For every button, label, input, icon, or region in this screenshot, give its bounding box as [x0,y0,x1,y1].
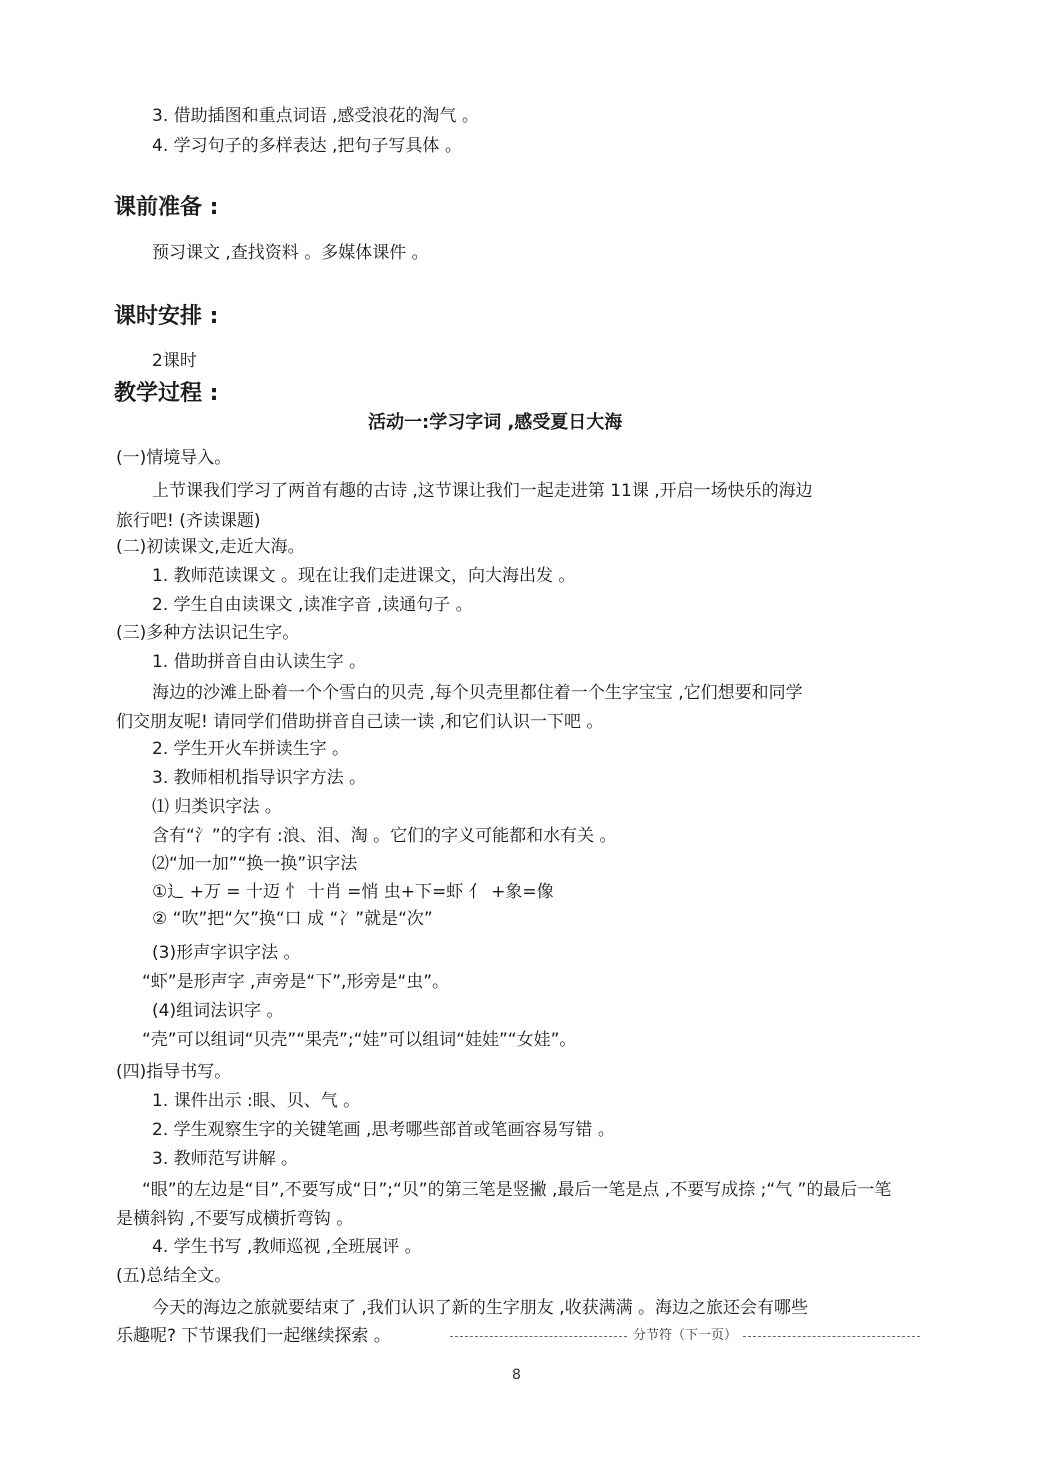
list-item: 3. 教师相机指导识字方法 。 [152,768,367,788]
paragraph-line: 海边的沙滩上卧着一个个雪白的贝壳 ,每个贝壳里都住着一个生字宝宝 ,它们想要和同学 [152,683,803,703]
section-break-label: 分节符（下一页） [633,1328,738,1343]
list-item: 1. 借助拼音自由认读生字 。 [152,652,367,672]
activity-title: 活动一:学习字词 ,感受夏日大海 [368,412,623,433]
sub-item: (3)形声字识字法 。 [152,943,301,963]
list-item: 1. 课件出示 :眼、贝、气 。 [152,1091,361,1111]
paragraph-line: “壳”可以组词“贝壳”“果壳”;“娃”可以组词“娃娃”“女娃”。 [142,1030,577,1050]
section-break-rule-left [450,1336,627,1337]
list-item: 2. 学生自由读课文 ,读准字音 ,读通句子 。 [152,595,473,615]
list-item: 3. 教师范写讲解 。 [152,1149,299,1169]
paragraph-line: 旅行吧! (齐读课题) [116,511,261,531]
section-first-read: (二)初读课文,走近大海。 [116,537,305,557]
example-line: ② “吹”把“欠”换“口 成 “冫”就是“次” [152,909,433,929]
process-heading: 教学过程 : [114,381,219,406]
list-item: 2. 学生开火车拼读生字 。 [152,739,350,759]
sub-item: ⑴ 归类识字法 。 [152,797,282,817]
example-line: ①辶 +万 = 十迈 忄 十肖 =悄 虫+下=虾 亻 +象=像 [152,882,554,902]
objective-4: 4. 学习句子的多样表达 ,把句子写具体 。 [152,136,462,156]
list-item: 1. 教师范读课文 。现在让我们走进课文，向大海出发 。 [152,566,576,586]
section-break-rule-right [743,1336,920,1337]
sub-item: ⑵“加一加”“换一换”识字法 [152,854,358,874]
section-summary: (五)总结全文。 [116,1266,232,1286]
schedule-text: 2课时 [152,351,197,371]
paragraph-line: 们交朋友呢! 请同学们借助拼音自己读一读 ,和它们认识一下吧 。 [116,712,604,732]
section-character-methods: (三)多种方法识记生字。 [116,623,300,643]
paragraph-line: 今天的海边之旅就要结束了 ,我们认识了新的生字朋友 ,收获满满 。海边之旅还会有哪些 [152,1298,809,1318]
paragraph-line: 乐趣呢? 下节课我们一起继续探索 。 [116,1326,391,1346]
section-break [450,1327,920,1345]
list-item: 4. 学生书写 ,教师巡视 ,全班展评 。 [152,1237,422,1257]
paragraph-line: 含有“氵”的字有 :浪、泪、淘 。它们的字义可能都和水有关 。 [152,826,617,846]
page-number: 8 [512,1367,521,1383]
objective-3: 3. 借助插图和重点词语 ,感受浪花的淘气 。 [152,106,479,126]
schedule-heading: 课时安排 : [114,304,219,329]
section-intro: (一)情境导入。 [116,448,232,468]
prep-text: 预习课文 ,查找资料 。多媒体课件 。 [152,243,429,263]
paragraph-line: 是横斜钩 ,不要写成横折弯钩 。 [116,1209,354,1229]
prep-heading: 课前准备 : [114,195,219,220]
paragraph-line: 上节课我们学习了两首有趣的古诗 ,这节课让我们一起走进第 11课 ,开启一场快乐的海边 [152,481,813,501]
sub-item: (4)组词法识字 。 [152,1001,284,1021]
list-item: 2. 学生观察生字的关键笔画 ,思考哪些部首或笔画容易写错 。 [152,1120,615,1140]
paragraph-line: “眼”的左边是“目”,不要写成“日”;“贝”的第三笔是竖撇 ,最后一笔是点 ,不要写成捺 ;“气 ”的最后一笔 [142,1180,892,1200]
paragraph-line: “虾”是形声字 ,声旁是“下”,形旁是“虫”。 [142,972,450,992]
section-writing: (四)指导书写。 [116,1062,232,1082]
